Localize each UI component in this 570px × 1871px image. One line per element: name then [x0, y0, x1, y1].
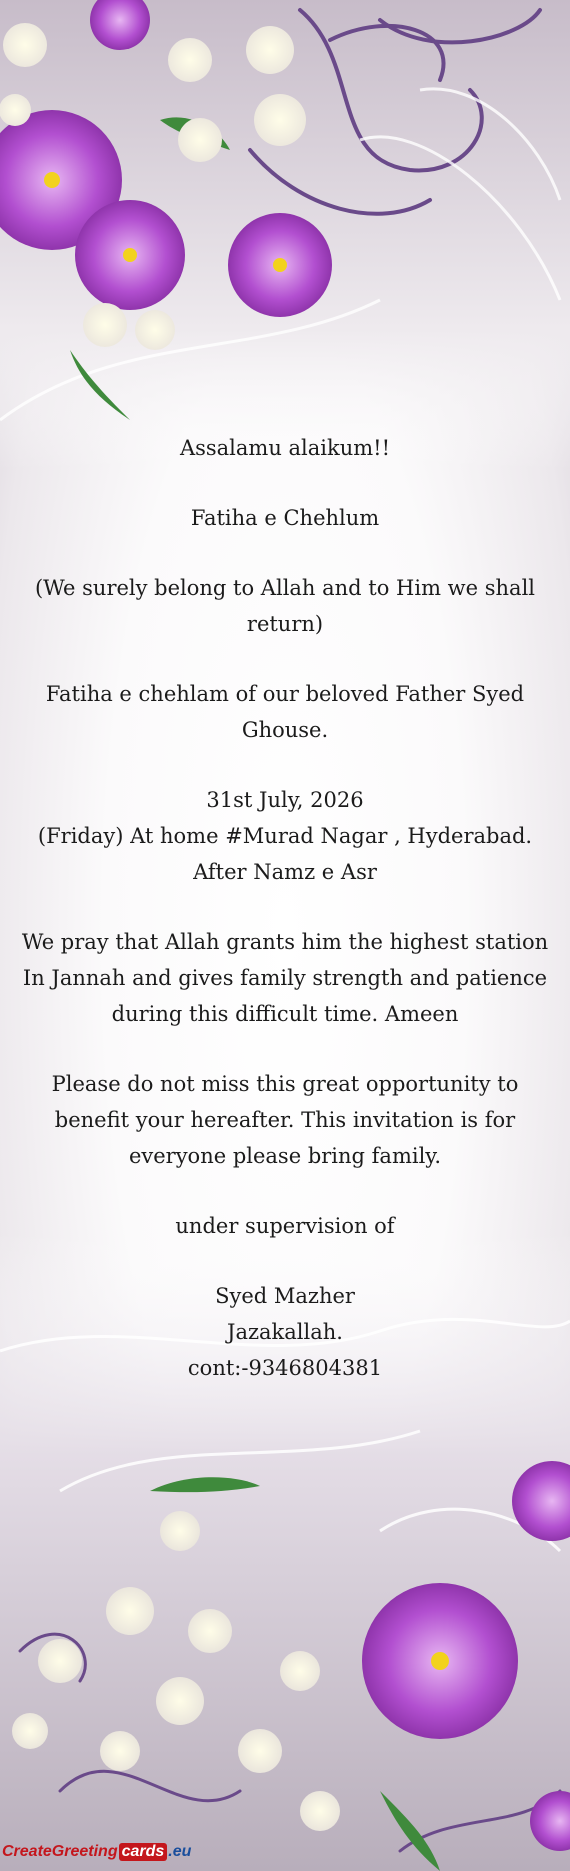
- event-venue: (Friday) At home #Murad Nagar , Hyderabad.: [37, 824, 533, 848]
- thanks-text: Jazakallah.: [227, 1320, 343, 1344]
- event-details: [20, 782, 550, 890]
- logo-part-2: cards: [119, 1843, 168, 1861]
- floral-top-illustration: [0, 0, 570, 470]
- logo-part-3: .eu: [168, 1843, 192, 1860]
- invitation-text: Please do not miss this great opportunity to benefit your hereafter. This invitation is for everyone please bring family.: [51, 1072, 519, 1168]
- event-date: 31st July, 2026: [206, 788, 364, 812]
- event-time: After Namz e Asr: [193, 860, 377, 884]
- greeting-text: Assalamu alaikum!!: [179, 436, 391, 460]
- site-logo[interactable]: [2, 1837, 191, 1867]
- contact-text: cont:-9346804381: [187, 1356, 383, 1380]
- announcement-text: Fatiha e chehlam of our beloved Father Syed Ghouse.: [45, 682, 525, 742]
- verse-text: (We surely belong to Allah and to Him we shall return): [34, 576, 535, 636]
- event-title: Fatiha e Chehlum: [190, 506, 380, 530]
- host-details: [20, 1278, 550, 1386]
- supervision-text: under supervision of: [175, 1214, 395, 1238]
- prayer-text: We pray that Allah grants him the highest station In Jannah and gives family strength and patience during this difficult time. Ameen: [21, 930, 549, 1026]
- host-name: Syed Mazher: [215, 1284, 355, 1308]
- logo-part-1: CreateGreeting: [2, 1843, 118, 1860]
- invitation-message: [20, 430, 550, 1420]
